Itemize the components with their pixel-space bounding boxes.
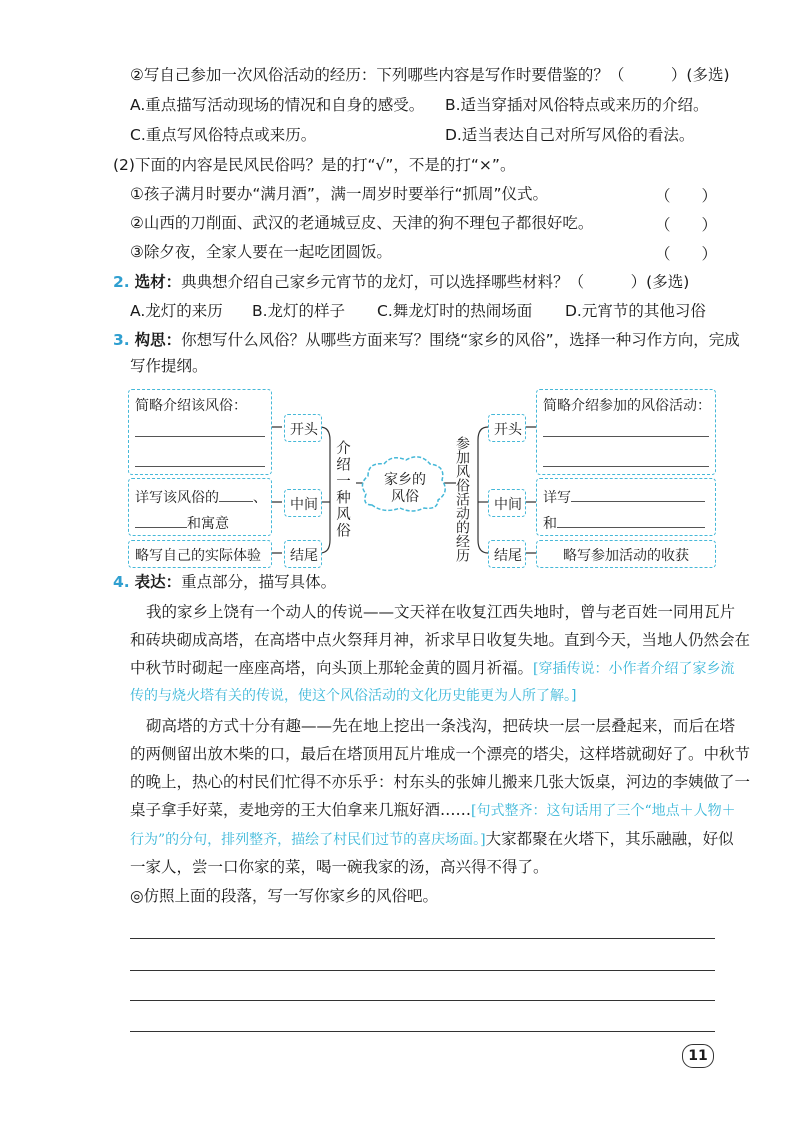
box-label: 和寓意 <box>187 516 229 532</box>
center-line-1: 家乡的 <box>384 472 426 488</box>
q1b-option-b: B.适当穿插对风俗特点或来历的介绍。 <box>445 96 709 114</box>
q1b-stem: ②写自己参加一次风俗活动的经历：下列哪些内容是写作时要借鉴的？（ ）(多选) <box>130 66 730 84</box>
box-label-row2 <box>543 513 705 533</box>
question-3-cont: 写作提纲。 <box>130 357 208 375</box>
node-label: 结尾 <box>290 548 318 564</box>
right-branch-label: 参加风俗活动的经历 <box>454 436 470 562</box>
blank-line[interactable] <box>135 466 265 467</box>
passage-line: 的晚上，热心的村民们忙得不亦乐乎：村东头的张婶儿搬来几张大饭桌，河边的李姨做了一 <box>130 773 751 791</box>
annotation-tip: [句式整齐：这句话用了三个“地点＋人物＋ <box>471 803 736 819</box>
node-start-right <box>488 414 526 442</box>
annotation-tip: 行为”的分句，排列整齐，描绘了村民们过节的喜庆场面。] <box>130 832 486 848</box>
question-label: 表达： <box>134 573 182 591</box>
node-middle-right <box>488 489 526 517</box>
node-end-left <box>284 540 322 568</box>
left-box-detail <box>128 478 272 536</box>
question-number: 4. <box>113 573 130 591</box>
writing-line[interactable] <box>130 1000 715 1001</box>
left-box-intro <box>128 389 272 475</box>
passage-line <box>130 829 734 850</box>
passage-line <box>130 800 736 821</box>
passage-line: 我的家乡上饶有一个动人的传说——文天祥在收复江西失地时，曾与老百姓一同用瓦片 <box>146 603 736 621</box>
page-number: 11 <box>682 1044 714 1068</box>
passage-line <box>130 658 734 679</box>
box-label-row1 <box>543 487 705 507</box>
question-text: 典典想介绍自己家乡元宵节的龙灯，可以选择哪些材料？（ ）(多选) <box>181 273 690 291</box>
q1b-option-c: C.重点写风俗特点或来历。 <box>130 126 317 144</box>
right-box-detail <box>536 478 716 536</box>
question-label: 构思： <box>134 331 182 349</box>
box-label: 、 <box>253 490 267 506</box>
writing-instruction: ◎仿照上面的段落，写一写你家乡的风俗吧。 <box>130 887 439 905</box>
box-label-row2 <box>135 513 229 533</box>
writing-line[interactable] <box>130 938 715 939</box>
q2-option-d: D.元宵节的其他习俗 <box>565 302 706 320</box>
blank-line[interactable] <box>557 527 705 528</box>
box-label: 略写参加活动的收获 <box>563 548 689 564</box>
box-label: 详写该风俗的 <box>135 490 219 506</box>
question-4 <box>113 572 336 592</box>
blank-line[interactable] <box>135 527 187 528</box>
box-label: 简略介绍参加的风俗活动： <box>543 398 711 414</box>
q1-2-item-1: ①孩子满月时要办“满月酒”，满一周岁时要举行“抓周”仪式。 <box>130 185 549 203</box>
blank-line[interactable] <box>135 436 265 437</box>
blank-line[interactable] <box>219 501 253 502</box>
q2-option-b: B.龙灯的样子 <box>252 302 346 320</box>
blank-line[interactable] <box>543 436 709 437</box>
left-box-experience <box>128 540 272 568</box>
node-middle-left <box>284 489 322 517</box>
node-end-right <box>488 540 526 568</box>
right-box-gain <box>536 540 716 568</box>
node-label: 中间 <box>290 497 318 513</box>
node-label: 结尾 <box>494 548 522 564</box>
node-label: 中间 <box>494 497 522 513</box>
node-label: 开头 <box>494 422 522 438</box>
q1-2-item-3: ③除夕夜，全家人要在一起吃团圆饭。 <box>130 243 392 261</box>
question-number: 2. <box>113 273 130 291</box>
passage-line: 的两侧留出放木柴的口，最后在塔顶用瓦片堆成一个漂亮的塔尖，这样塔就砌好了。中秋节 <box>130 745 751 763</box>
passage-text: 中秋节时砌起一座座高塔，向头顶上那轮金黄的圆月祈福。 <box>130 659 534 677</box>
q2-option-a: A.龙灯的来历 <box>130 302 223 320</box>
q1-2-stem: (2)下面的内容是民风民俗吗？是的打“√”，不是的打“×”。 <box>113 156 516 174</box>
passage-text: 桌子拿手好菜，麦地旁的王大伯拿来几瓶好酒…… <box>130 801 472 819</box>
question-text: 你想写什么风俗？从哪些方面来写？围绕“家乡的风俗”，选择一种习作方向，完成 <box>181 331 740 349</box>
q2-option-c: C.舞龙灯时的热闹场面 <box>377 302 533 320</box>
passage-line: 和砖块砌成高塔，在高塔中点火祭拜月神，祈求早日收复失地。直到今天，当地人仍然会在 <box>130 631 751 649</box>
center-line-2: 风俗 <box>391 489 419 505</box>
box-label: 简略介绍该风俗： <box>135 398 247 414</box>
passage-line: 一家人，尝一口你家的菜，喝一碗我家的汤，高兴得不得了。 <box>130 858 549 876</box>
writing-line[interactable] <box>130 1031 715 1032</box>
question-number: 3. <box>113 331 130 349</box>
blank-line[interactable] <box>543 466 709 467</box>
annotation-tip: [穿插传说：小作者介绍了家乡流 <box>533 661 735 677</box>
center-node <box>380 472 430 506</box>
question-label: 选材： <box>134 273 182 291</box>
q1b-option-d: D.适当表达自己对所写风俗的看法。 <box>445 126 695 144</box>
answer-paren-2[interactable]: （ ） <box>655 216 718 234</box>
passage-text: 大家都聚在火塔下，其乐融融，好似 <box>485 830 734 848</box>
blank-line[interactable] <box>571 501 705 502</box>
left-branch-label: 介绍一种风俗 <box>334 440 350 539</box>
box-label-row1 <box>135 487 267 507</box>
box-label: 详写 <box>543 490 571 506</box>
question-text: 重点部分，描写具体。 <box>181 573 337 591</box>
right-box-intro <box>536 389 716 475</box>
passage-line: 砌高塔的方式十分有趣——先在地上挖出一条浅沟，把砖块一层一层叠起来，而后在塔 <box>146 717 736 735</box>
q1-2-item-2: ②山西的刀削面、武汉的老通城豆皮、天津的狗不理包子都很好吃。 <box>130 214 594 232</box>
node-start-left <box>284 414 322 442</box>
annotation-tip: 传的与烧火塔有关的传说，使这个风俗活动的文化历史能更为人所了解。] <box>130 688 577 704</box>
box-label: 和 <box>543 516 557 532</box>
answer-paren-3[interactable]: （ ） <box>655 245 718 263</box>
node-label: 开头 <box>290 422 318 438</box>
box-label: 略写自己的实际体验 <box>135 548 261 564</box>
answer-paren-1[interactable]: （ ） <box>655 187 718 205</box>
q1b-option-a: A.重点描写活动现场的情况和自身的感受。 <box>130 96 425 114</box>
writing-line[interactable] <box>130 970 715 971</box>
